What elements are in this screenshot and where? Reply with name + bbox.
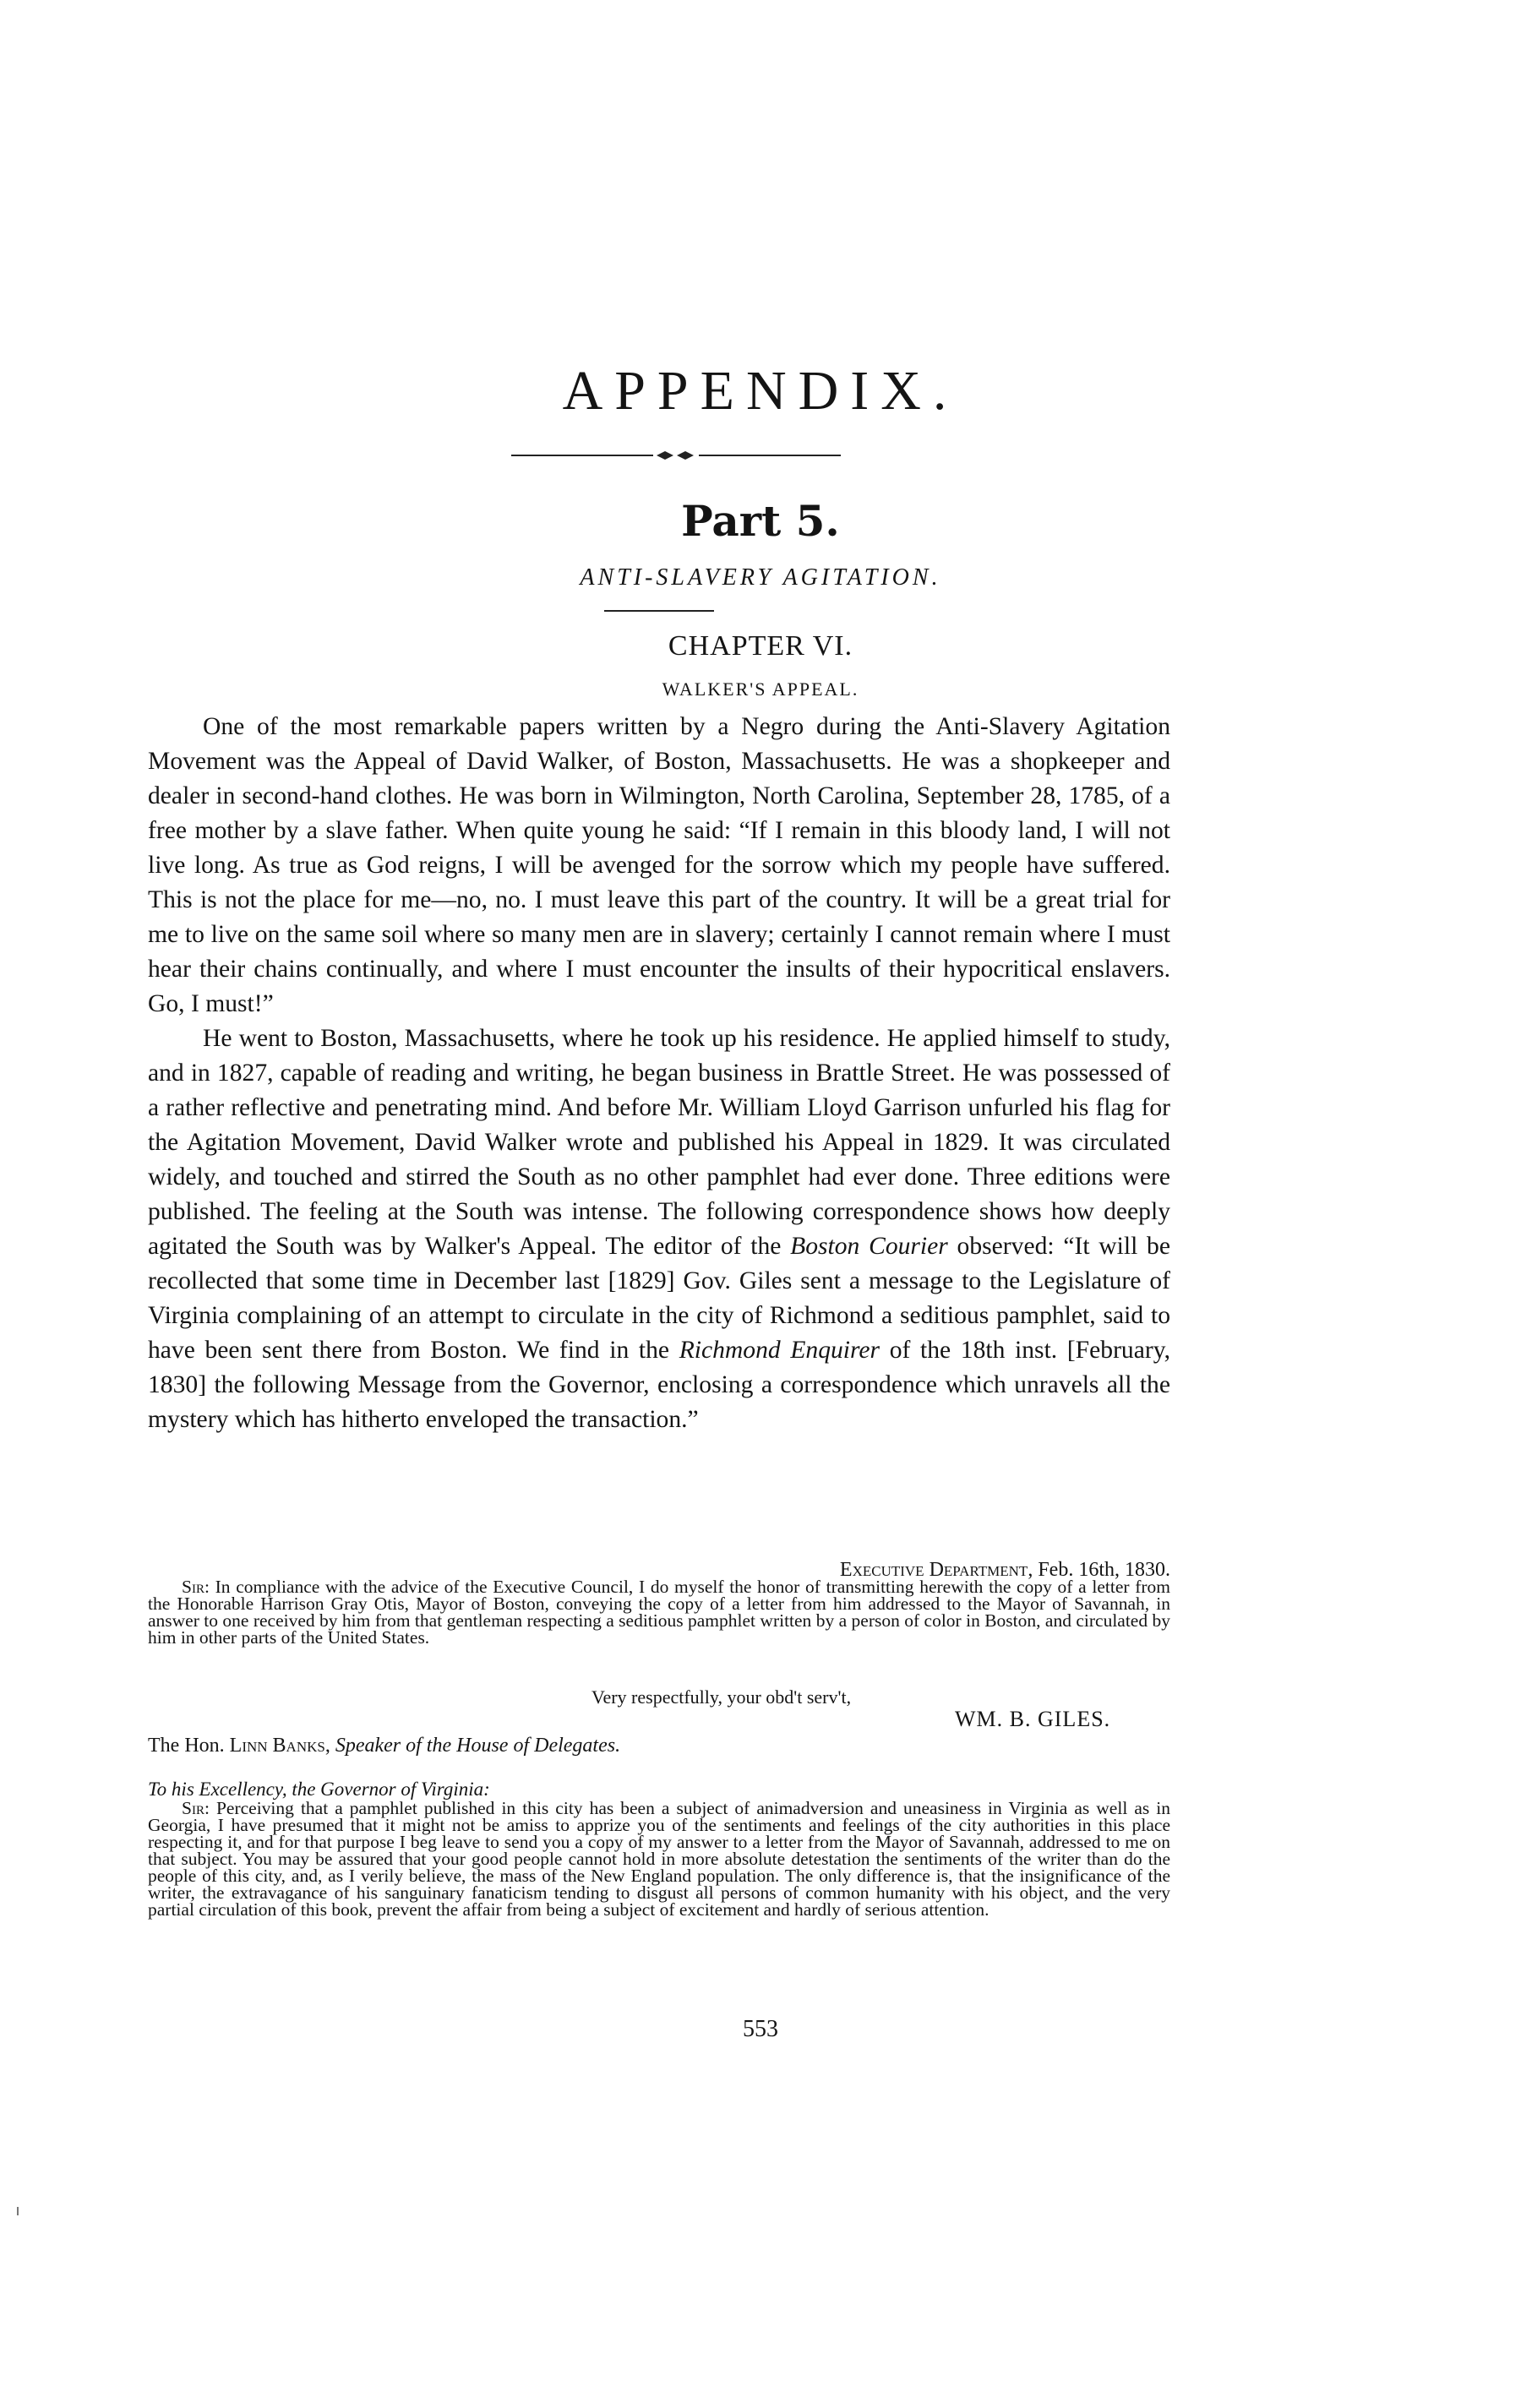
body-text xyxy=(148,710,1170,1437)
chapter-heading: CHAPTER VI. xyxy=(668,630,853,662)
salutation: Sir: xyxy=(182,1798,210,1818)
paragraph: One of the most remarkable papers written by a Negro during the Anti-Slavery Agitation Movement was the Appeal of David Walker, of Boston, Massachusetts. He was a shopkeeper and dealer in second-hand clothes. He was born in Wilmington, North Carolina, September 28, 1785, of a free mother by a slave father. When quite young he said: “If I remain in this bloody land, I will not live long. As true as God reigns, I will be avenged for the sorrow which my people have suffered. This is not the place for me—no, no. I must leave this part of the country. It will be a great trial for me to live on the same soil where so many men are in slavery; certainly I cannot remain where I must hear their chains continually, and where I must encounter the insults of their hypocritical enslavers. Go, I must!” xyxy=(148,713,1170,1017)
letter-body: Sir: In compliance with the advice of the Executive Council, I do myself the honor of transmitting herewith the copy of a letter from the Honorable Harrison Gray Otis, Mayor of Boston, conveying the copy of a letter from him addressed to the Mayor of Savannah, in answer to one received by him from that gentleman respecting a seditious pamphlet written by a person of color in Boston, and circulated by him in other parts of the United States. xyxy=(148,1577,1170,1648)
appendix-heading: APPENDIX. xyxy=(562,360,959,422)
letter-salutation: To his Excellency, the Governor of Virginia: xyxy=(148,1779,490,1800)
letter-dateline: Executive Department, Feb. 16th, 1830. xyxy=(839,1559,1170,1581)
divider xyxy=(604,610,714,612)
letter-addressee: The Hon. Linn Banks, Speaker of the House of Delegates. xyxy=(148,1735,621,1757)
letter-body: Sir: Perceiving that a pamphlet published in this city has been a subject of animadversion and uneasiness in Virginia as well as in Georgia, I have presumed that it might not be amiss to apprize you of the sentiments and feelings of the city authorities in this place respecting it, and for that purpose I beg leave to send you a copy of my answer to a letter from the Mayor of Savannah, addressed to me on that subject. You may be assured that your good people cannot hold in more absolute detestation the sentiments of the writer than do the people of this city, and, as I verily believe, the mass of the New England population. The only difference is, that the insignificance of the writer, the extravagance of his sanguinary fanaticism tending to disgust all persons of common humanity with his object, and the very partial circulation of this book, prevent the affair from being a subject of excitement and hardly of serious attention. xyxy=(148,1798,1170,1920)
salutation: Sir: xyxy=(182,1577,210,1597)
letter-closing: Very respectfully, your obd't serv't, xyxy=(592,1686,852,1708)
chapter-title: WALKER'S APPEAL. xyxy=(662,678,859,700)
section-subtitle: ANTI-SLAVERY AGITATION. xyxy=(580,564,941,591)
scan-mark xyxy=(17,2207,19,2215)
publication-name: Richmond Enquirer xyxy=(679,1337,880,1364)
part-heading: Part 5. xyxy=(681,496,840,546)
letter-otis xyxy=(148,1800,1170,1918)
ornament-divider-icon xyxy=(511,449,841,461)
letter-governor xyxy=(148,1578,1170,1646)
paragraph: He went to Boston, Massachusetts, where he took up his residence. He applied himself to study, and in 1827, capable of reading and writing, he began business in Brattle Street. He was possessed of a rather reflective and penetrating mind. And before Mr. William Lloyd Garrison unfurled his flag for the Agitation Movement, David Walker wrote and published his Appeal in 1829. It was circulated widely, and touched and stirred the South as no other pamphlet had ever done. Three editions were published. The feeling at the South was intense. The following correspondence shows how deeply agitated the South was by Walker's Appeal. The editor of the Boston Courier observed: “It will be recollected that some time in December last [1829] Gov. Giles sent a message to the Legislature of Virginia complaining of an attempt to circulate in the city of Richmond a seditious pamphlet, said to have been sent there from Boston. We find in the Richmond Enquirer of the 18th inst. [February, 1830] the following Message from the Governor, enclosing a correspondence which unravels all the mystery which has hitherto enveloped the transaction.” xyxy=(148,1025,1170,1433)
publication-name: Boston Courier xyxy=(790,1233,948,1260)
letter-signature: WM. B. GILES. xyxy=(955,1707,1111,1731)
page-number: 553 xyxy=(743,2016,778,2042)
